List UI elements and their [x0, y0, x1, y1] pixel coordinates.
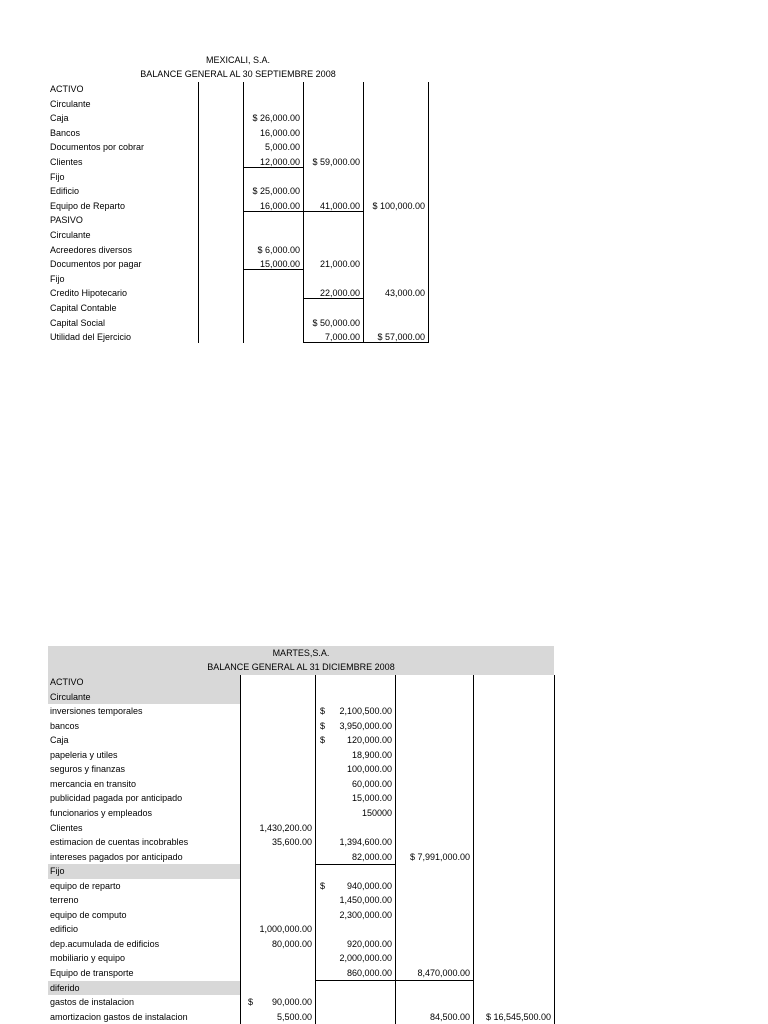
amount-cell: $ 7,991,000.00	[409, 851, 470, 862]
amount-cell: $ 59,000.00	[312, 157, 360, 167]
amount-cell: $ 6,000.00	[257, 244, 300, 255]
row-label: seguros y finanzas	[50, 764, 126, 775]
amount-cell: 18,900.00	[351, 749, 392, 760]
amount-cell: 22,000.00	[319, 288, 360, 299]
table-row	[50, 995, 554, 1010]
amount-cell: $ 50,000.00	[312, 317, 360, 328]
table-row	[50, 228, 430, 243]
table-row	[50, 922, 554, 937]
row-label: dep.acumulada de edificios	[50, 938, 160, 949]
row-label: ACTIVO	[50, 677, 84, 687]
row-label: Capital Contable	[50, 303, 117, 313]
table-row	[50, 184, 430, 199]
amount-cell: 2,100,500.00	[339, 706, 392, 717]
amount-cell: 12,000.00	[259, 157, 300, 167]
amount-cell: 5,000.00	[264, 142, 300, 153]
currency-sign: $	[320, 720, 326, 731]
table-row	[50, 908, 554, 923]
amount-cell: 82,000.00	[351, 851, 392, 862]
row-label: amortizacion gastos de instalacion	[50, 1011, 188, 1022]
table-row	[50, 213, 430, 228]
row-label: bancos	[50, 720, 80, 731]
amount-cell: 1,394,600.00	[339, 837, 392, 848]
amount-cell: 940,000.00	[346, 880, 392, 891]
table-row	[50, 704, 554, 719]
row-label: Circulante	[50, 691, 91, 702]
amount-cell: $ 100,000.00	[372, 200, 425, 211]
amount-cell: 2,300,000.00	[339, 909, 392, 920]
row-label: inversiones temporales	[50, 706, 143, 717]
amount-cell: 15,000.00	[259, 259, 300, 270]
amount-cell: 84,500.00	[429, 1011, 470, 1022]
amount-cell: 43,000.00	[384, 288, 425, 299]
table-row	[50, 301, 430, 316]
table-row	[50, 981, 554, 996]
currency-sign: $	[320, 706, 326, 717]
row-label: equipo de reparto	[50, 880, 121, 891]
row-label: estimacion de cuentas incobrables	[50, 837, 189, 848]
table-row	[50, 111, 430, 126]
row-label: Clientes	[50, 157, 83, 167]
table-row	[50, 821, 554, 836]
table-row	[50, 316, 430, 331]
row-label: Edificio	[50, 186, 80, 197]
table-row	[50, 155, 430, 170]
amount-cell: $ 16,545,500.00	[485, 1011, 551, 1022]
amount-cell: 16,000.00	[259, 200, 300, 211]
row-label: Circulante	[50, 98, 91, 109]
row-label: Equipo de Reparto	[50, 200, 126, 211]
row-label: Fijo	[50, 866, 65, 877]
row-label: PASIVO	[50, 215, 83, 226]
table-row	[50, 733, 554, 748]
amount-cell: 1,450,000.00	[339, 895, 392, 906]
row-label: Equipo de transporte	[50, 968, 134, 978]
amount-cell: 1,000,000.00	[259, 924, 312, 935]
row-label: mobiliario y equipo	[50, 953, 126, 964]
row-label: terreno	[50, 895, 79, 906]
table-row	[50, 835, 554, 850]
row-label: Caja	[50, 735, 69, 746]
table-row	[50, 97, 430, 112]
table-row	[50, 762, 554, 777]
table-row	[50, 82, 430, 97]
table-row	[50, 893, 554, 908]
table-row	[50, 1010, 554, 1024]
amount-cell: 120,000.00	[346, 735, 392, 746]
table-row	[50, 879, 554, 894]
row-label: Documentos por cobrar	[50, 142, 145, 153]
grid-line	[554, 675, 555, 1024]
statement-subtitle: BALANCE GENERAL AL 30 SEPTIEMBRE 2008	[140, 69, 336, 79]
amount-cell: $ 57,000.00	[377, 332, 425, 343]
table-row	[50, 951, 554, 966]
row-label: diferido	[50, 982, 80, 993]
row-label: intereses pagados por anticipado	[50, 851, 183, 862]
statement-subtitle: BALANCE GENERAL AL 31 DICIEMBRE 2008	[207, 662, 395, 672]
table-row	[50, 777, 554, 792]
table-row	[50, 806, 554, 821]
amount-cell: 5,500.00	[276, 1011, 312, 1022]
table-row	[50, 690, 554, 705]
row-label: Bancos	[50, 127, 81, 138]
row-label: Caja	[50, 113, 69, 124]
currency-sign: $	[248, 997, 254, 1008]
table-row	[50, 243, 430, 258]
row-label: ACTIVO	[50, 84, 84, 94]
table-row	[50, 140, 430, 155]
table-row	[50, 791, 554, 806]
table-row	[50, 170, 430, 185]
table-row	[50, 966, 554, 981]
amount-cell: 100,000.00	[346, 764, 392, 775]
amount-cell: 16,000.00	[259, 127, 300, 138]
table-row	[50, 937, 554, 952]
row-label: Clientes	[50, 822, 83, 833]
table-row	[50, 850, 554, 865]
row-label: Fijo	[50, 273, 65, 284]
amount-cell: 7,000.00	[324, 332, 360, 343]
amount-cell: 920,000.00	[346, 938, 392, 949]
amount-cell: 90,000.00	[271, 997, 312, 1008]
amount-cell: 860,000.00	[346, 968, 392, 978]
row-label: Documentos por pagar	[50, 259, 142, 270]
table-row	[50, 748, 554, 763]
table-row	[50, 272, 430, 287]
amount-cell: 21,000.00	[319, 259, 360, 270]
row-label: Fijo	[50, 171, 65, 182]
table-row	[50, 126, 430, 141]
currency-sign: $	[320, 880, 326, 891]
amount-cell: $ 26,000.00	[252, 113, 300, 124]
row-label: edificio	[50, 924, 79, 935]
table-row	[50, 286, 430, 301]
row-label: publicidad pagada por anticipado	[50, 793, 183, 804]
row-label: mercancia en transito	[50, 778, 137, 789]
table-row	[50, 719, 554, 734]
row-label: Credito Hipotecario	[50, 288, 128, 299]
table-row	[50, 199, 430, 214]
amount-cell: 80,000.00	[271, 938, 312, 949]
amount-cell: 35,600.00	[271, 837, 312, 848]
row-label: Utilidad del Ejercicio	[50, 332, 132, 343]
amount-cell: $ 25,000.00	[252, 186, 300, 197]
amount-cell: 3,950,000.00	[339, 720, 392, 731]
amount-cell: 8,470,000.00	[417, 968, 470, 978]
amount-cell: 15,000.00	[351, 793, 392, 804]
currency-sign: $	[320, 735, 326, 746]
row-label: gastos de instalacion	[50, 997, 135, 1008]
amount-cell: 60,000.00	[351, 778, 392, 789]
row-label: Circulante	[50, 230, 91, 240]
company-title: MARTES,S.A.	[272, 648, 330, 658]
row-label: papeleria y utiles	[50, 749, 118, 760]
row-label: Capital Social	[50, 317, 106, 328]
amount-cell: 1,430,200.00	[259, 822, 312, 833]
row-label: Acreedores diversos	[50, 244, 133, 255]
row-label: equipo de computo	[50, 909, 127, 920]
amount-cell: 150000	[361, 807, 392, 818]
table-row	[50, 864, 554, 879]
amount-cell: 2,000,000.00	[339, 953, 392, 964]
row-label: funcionarios y empleados	[50, 807, 153, 818]
amount-cell: 41,000.00	[319, 200, 360, 211]
company-title: MEXICALI, S.A.	[205, 55, 271, 65]
table-row	[50, 330, 430, 345]
table-row	[50, 257, 430, 272]
table-row	[50, 675, 554, 690]
